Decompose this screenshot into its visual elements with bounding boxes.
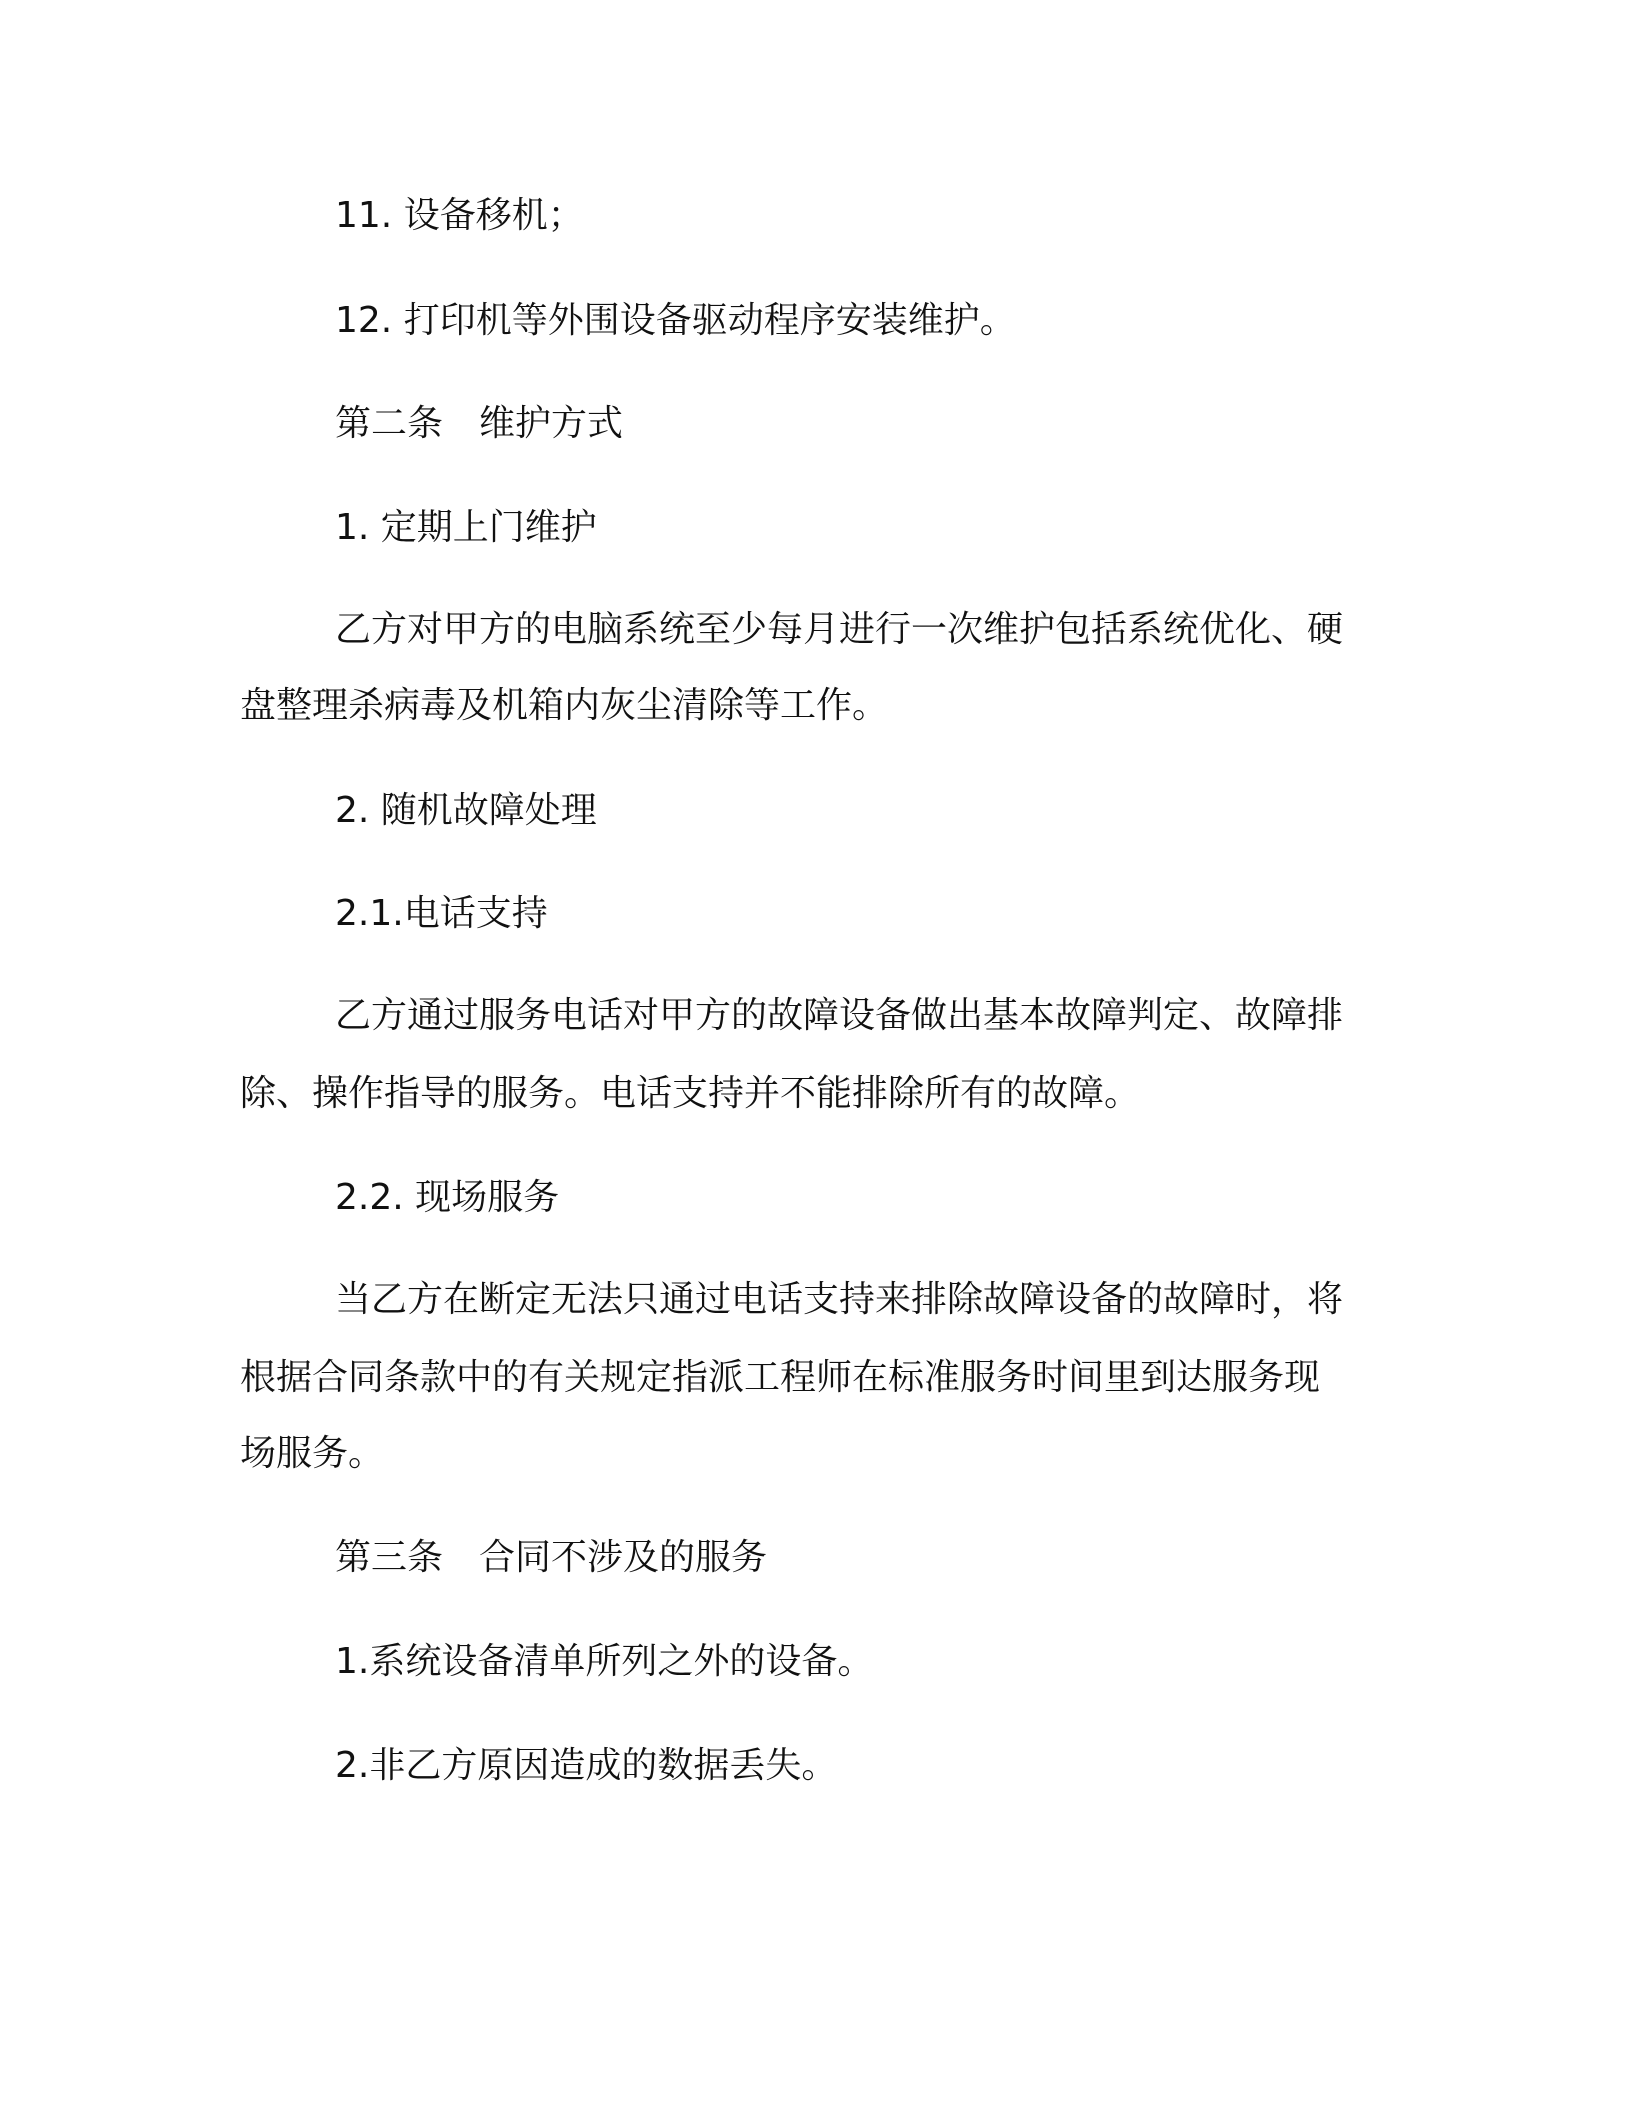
paragraph-line: 根据合同条款中的有关规定指派工程师在标准服务时间里到达服务现 xyxy=(240,1357,1321,1398)
list-item-11: 11. 设备移机； xyxy=(335,195,584,236)
list-item-12: 12. 打印机等外围设备驱动程序安装维护。 xyxy=(335,300,1016,341)
paragraph-line: 场服务。 xyxy=(240,1433,385,1474)
paragraph-line: 乙方通过服务电话对甲方的故障设备做出基本故障判定、故障排 xyxy=(335,995,1344,1036)
paragraph-line: 盘整理杀病毒及机箱内灰尘清除等工作。 xyxy=(240,685,889,726)
paragraph-line: 当乙方在断定无法只通过电话支持来排除故障设备的故障时，将 xyxy=(335,1279,1344,1320)
paragraph-line: 除、操作指导的服务。电话支持并不能排除所有的故障。 xyxy=(240,1073,1141,1114)
subheading-onsite-service: 2.2. 现场服务 xyxy=(335,1177,560,1218)
subheading-phone-support: 2.1.电话支持 xyxy=(335,893,548,934)
paragraph-line: 乙方对甲方的电脑系统至少每月进行一次维护包括系统优化、硬 xyxy=(335,609,1344,650)
section-heading-article-2: 第二条 维护方式 xyxy=(335,403,624,444)
list-item-excluded-1: 1.系统设备清单所列之外的设备。 xyxy=(335,1641,874,1682)
subheading-random-fault: 2. 随机故障处理 xyxy=(335,790,597,831)
list-item-excluded-2: 2.非乙方原因造成的数据丢失。 xyxy=(335,1745,838,1786)
subheading-scheduled-maintenance: 1. 定期上门维护 xyxy=(335,507,597,548)
section-heading-article-3: 第三条 合同不涉及的服务 xyxy=(335,1537,768,1578)
